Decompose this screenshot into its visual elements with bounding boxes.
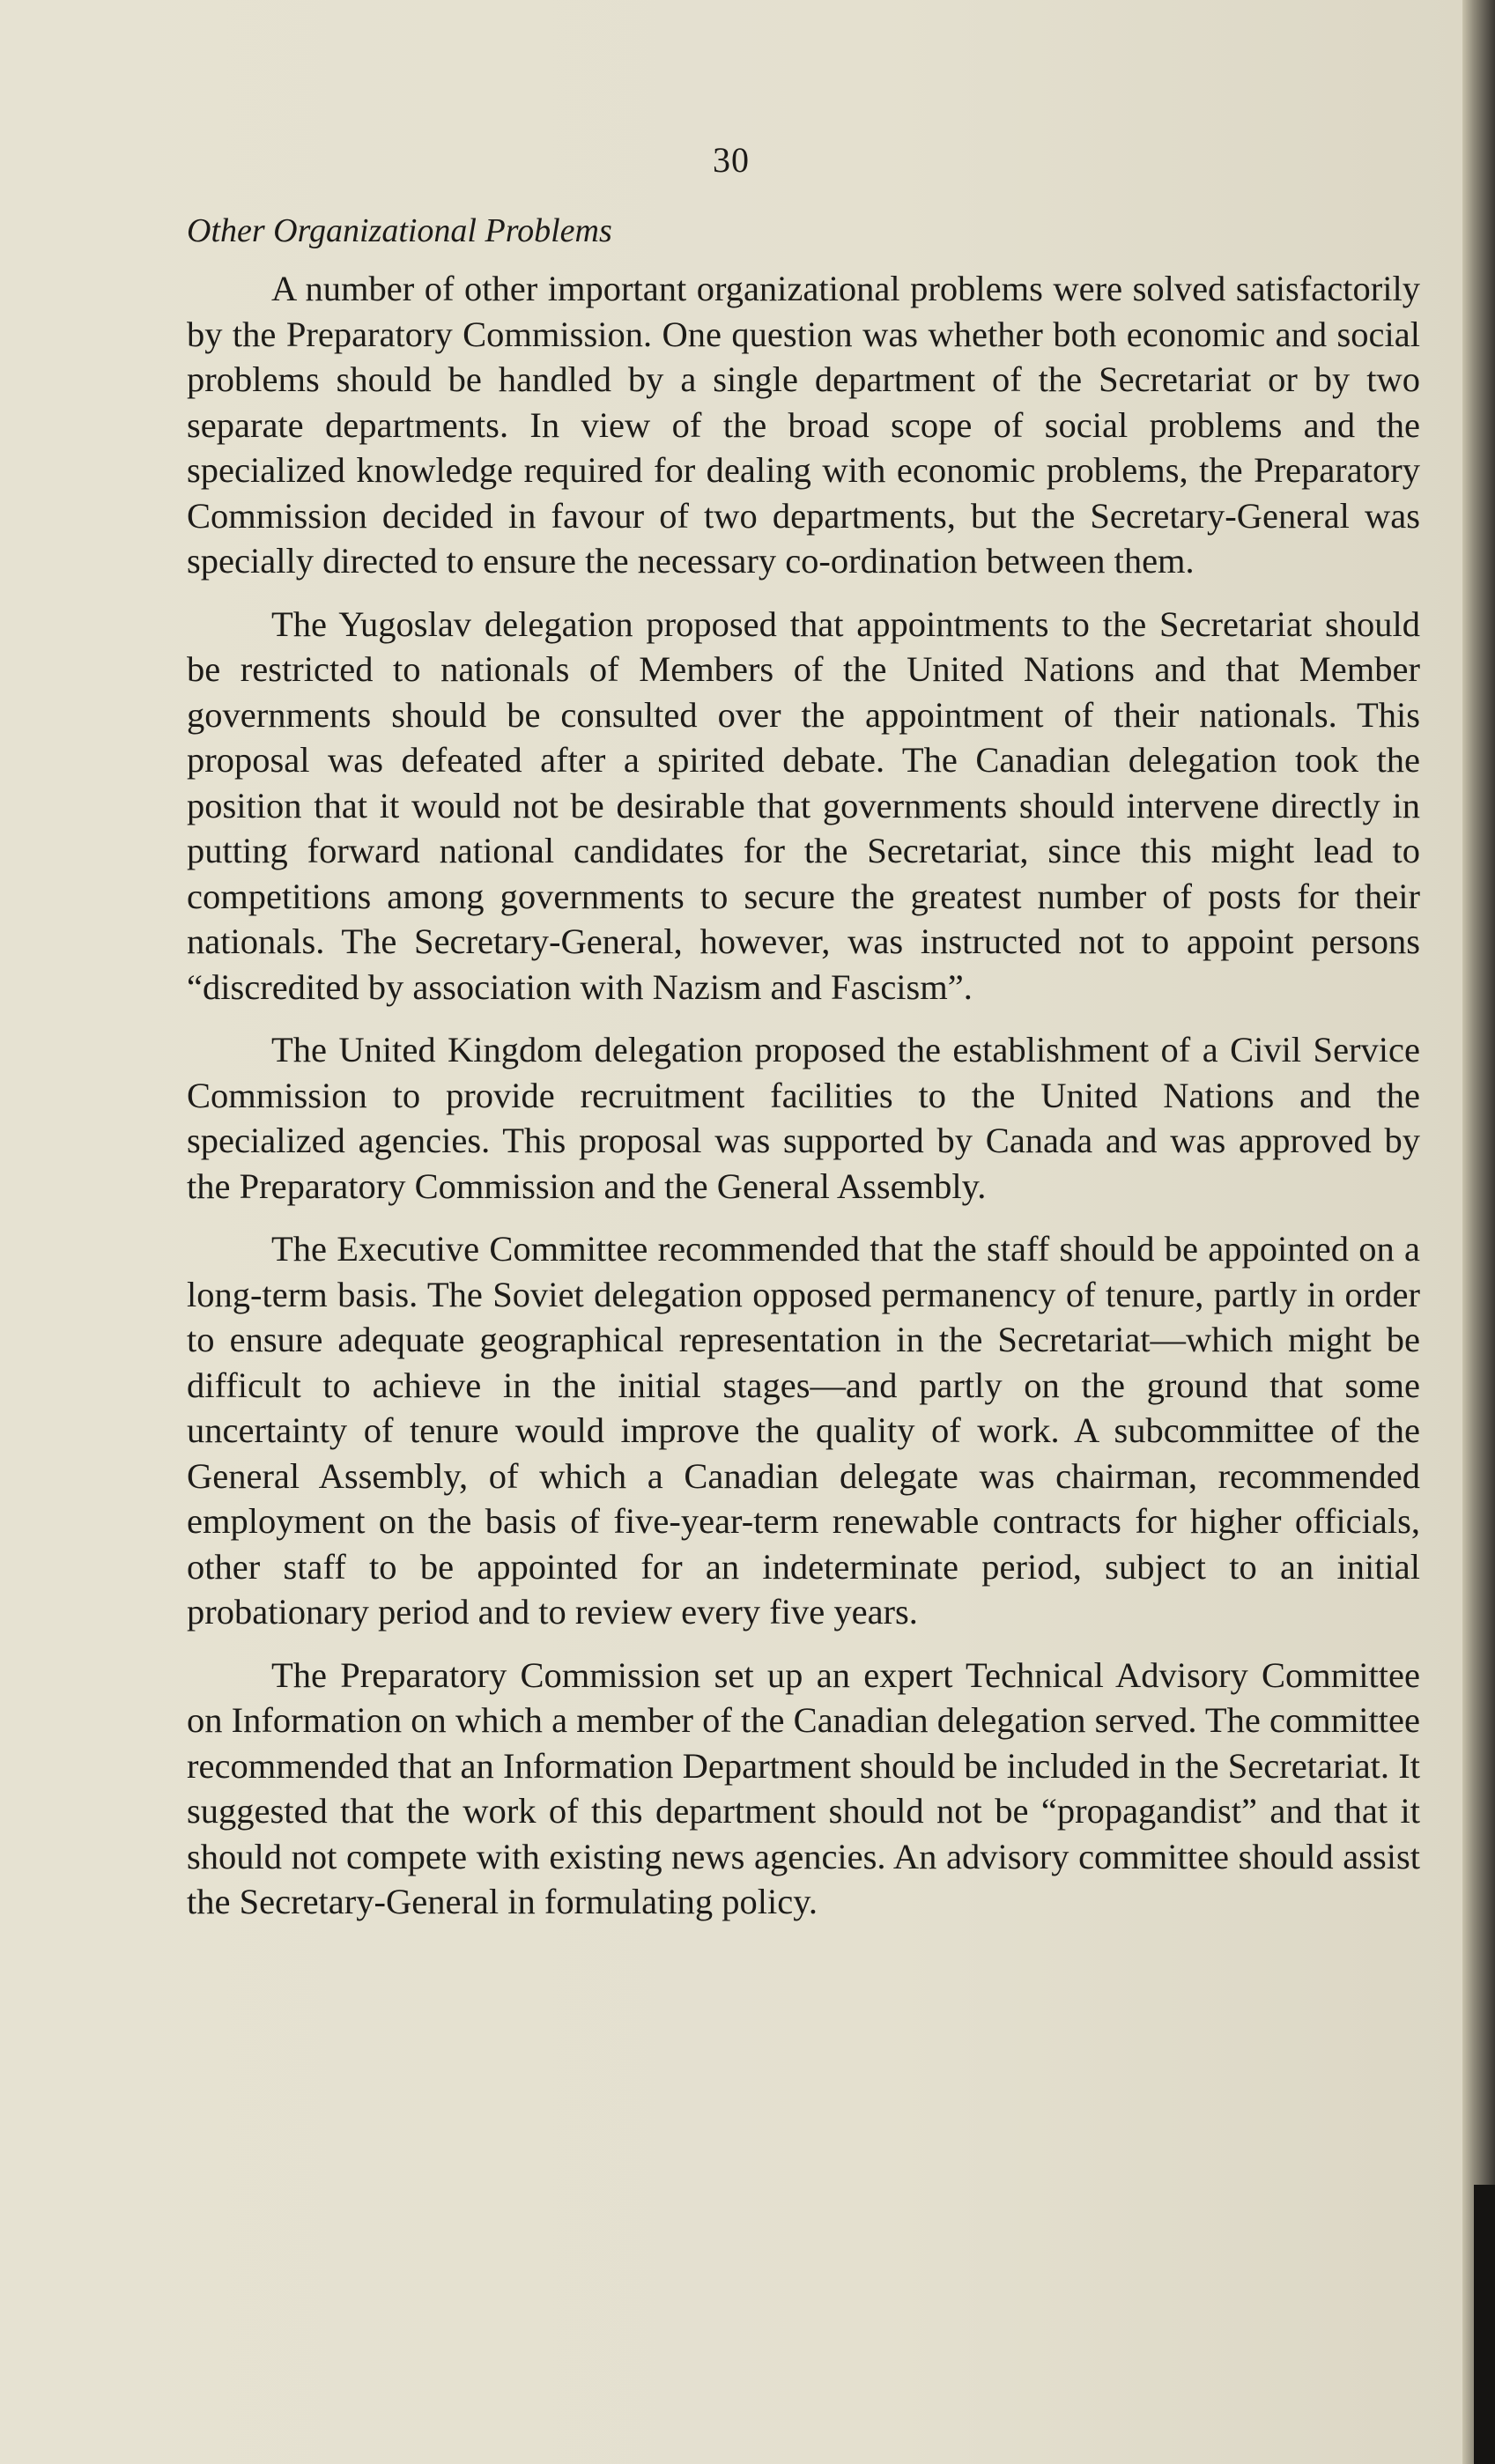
paragraph-organizational-problems: A number of other important organizational problems were solved satisfactorily by the Preparatory Commission. One question was whether both economic and social problems should be handled by a single department of the Secretariat or by two separate departments. In view of the broad scope of social problems and the specialized knowledge required for dealing with economic problems, the Preparatory Commission decided in favour of two departments, but the Secretary-General was specially directed to ensure the necessary co-ordination between them. bbox=[187, 269, 1420, 581]
paragraph-civil-service-commission: The United Kingdom delegation proposed the establishment of a Civil Service Commission to provide recruitment facilities to the United Nations and the specialized agencies. This proposal was supported by Canada and was approved by the Preparatory Commission and the General Assembly. bbox=[187, 1030, 1420, 1206]
book-binding-shadow bbox=[1474, 2185, 1495, 2464]
paragraph-staff-tenure: The Executive Committee recommended that the staff should be appointed on a long-term basis. The Soviet delegation opposed permanency of tenure, partly in order to ensure adequate geographical representation in the Secretariat—which might be difficult to achieve in the initial stages—and partly on the ground that some uncertainty of tenure would improve the quality of work. A subcommittee of the General Assembly, of which a Canadian delegate was chairman, recommended employment on the basis of five-year-term renewable contracts for higher officials, other staff to be appointed for an indeterminate period, subject to an initial probationary period and to review every five years. bbox=[187, 1229, 1420, 1632]
section-heading: Other Organizational Problems bbox=[187, 212, 612, 249]
body-text bbox=[187, 266, 1420, 1942]
page-number: 30 bbox=[713, 140, 750, 180]
paragraph-yugoslav-proposal: The Yugoslav delegation proposed that appointments to the Secretariat should be restricted to nationals of Members of the United Nations and that Member governments should be consulted over the appointment of their nationals. This proposal was defeated after a spirited debate. The Canadian delegation took the position that it would not be desirable that governments should intervene directly in putting forward national candidates for the Secretariat, since this might lead to competitions among governments to secure the greatest number of posts for their nationals. The Secretary-General, however, was instructed not to appoint persons “discredited by association with Nazism and Fascism”. bbox=[187, 603, 1420, 1007]
paragraph-information-department: The Preparatory Commission set up an expert Technical Advisory Committee on Information on which a member of the Canadian delegation served. The committee recommended that an Information Department should be included in the Secretariat. It suggested that the work of this department should not be “propagandist” and that it should not compete with existing news agencies. An advisory committee should assist the Secretary-General in formulating policy. bbox=[187, 1654, 1420, 1921]
book-binding-edge bbox=[1462, 0, 1495, 2464]
